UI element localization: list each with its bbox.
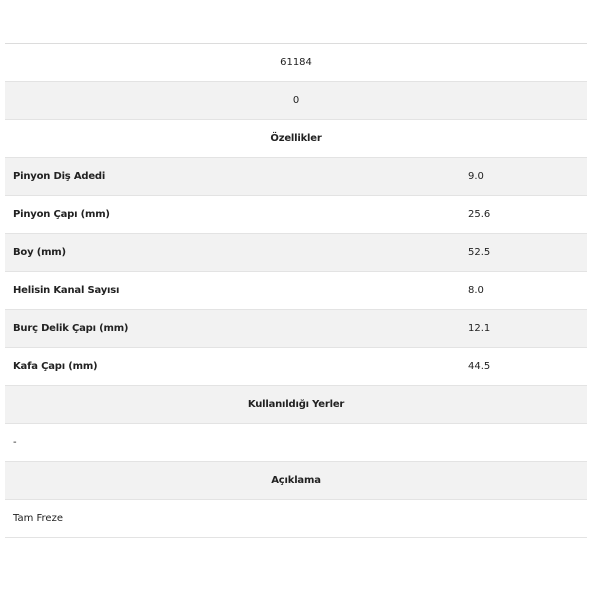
spec-row [5,272,587,310]
spec-value: 52.5 [468,247,491,258]
spec-label: Pinyon Çapı (mm) [13,209,110,220]
description-text: Tam Freze [13,513,63,524]
usage-section-title: Kullanıldığı Yerler [247,399,345,410]
product-details-table [5,43,587,538]
spec-row [5,158,587,196]
spec-value: 12.1 [468,323,491,334]
description-section-title: Açıklama [271,475,321,486]
spec-row [5,348,587,386]
spec-label: Helisin Kanal Sayısı [13,285,120,296]
product-count-row [5,82,587,120]
spec-row [5,310,587,348]
product-code: 61184 [280,57,312,68]
usage-text: - [13,437,17,448]
product-count: 0 [292,95,300,106]
spec-value: 9.0 [468,171,484,182]
spec-value: 44.5 [468,361,491,372]
spec-label: Boy (mm) [13,247,66,258]
product-code-row [5,44,587,82]
spec-label: Kafa Çapı (mm) [13,361,98,372]
usage-row [5,424,587,462]
spec-row [5,196,587,234]
spec-label: Pinyon Diş Adedi [13,171,106,182]
spec-row [5,234,587,272]
usage-header-row [5,386,587,424]
specs-header-row [5,120,587,158]
description-header-row [5,462,587,500]
description-row [5,500,587,538]
specs-section-title: Özellikler [270,133,322,144]
spec-value: 8.0 [468,285,484,296]
spec-value: 25.6 [468,209,491,220]
spec-label: Burç Delik Çapı (mm) [13,323,129,334]
